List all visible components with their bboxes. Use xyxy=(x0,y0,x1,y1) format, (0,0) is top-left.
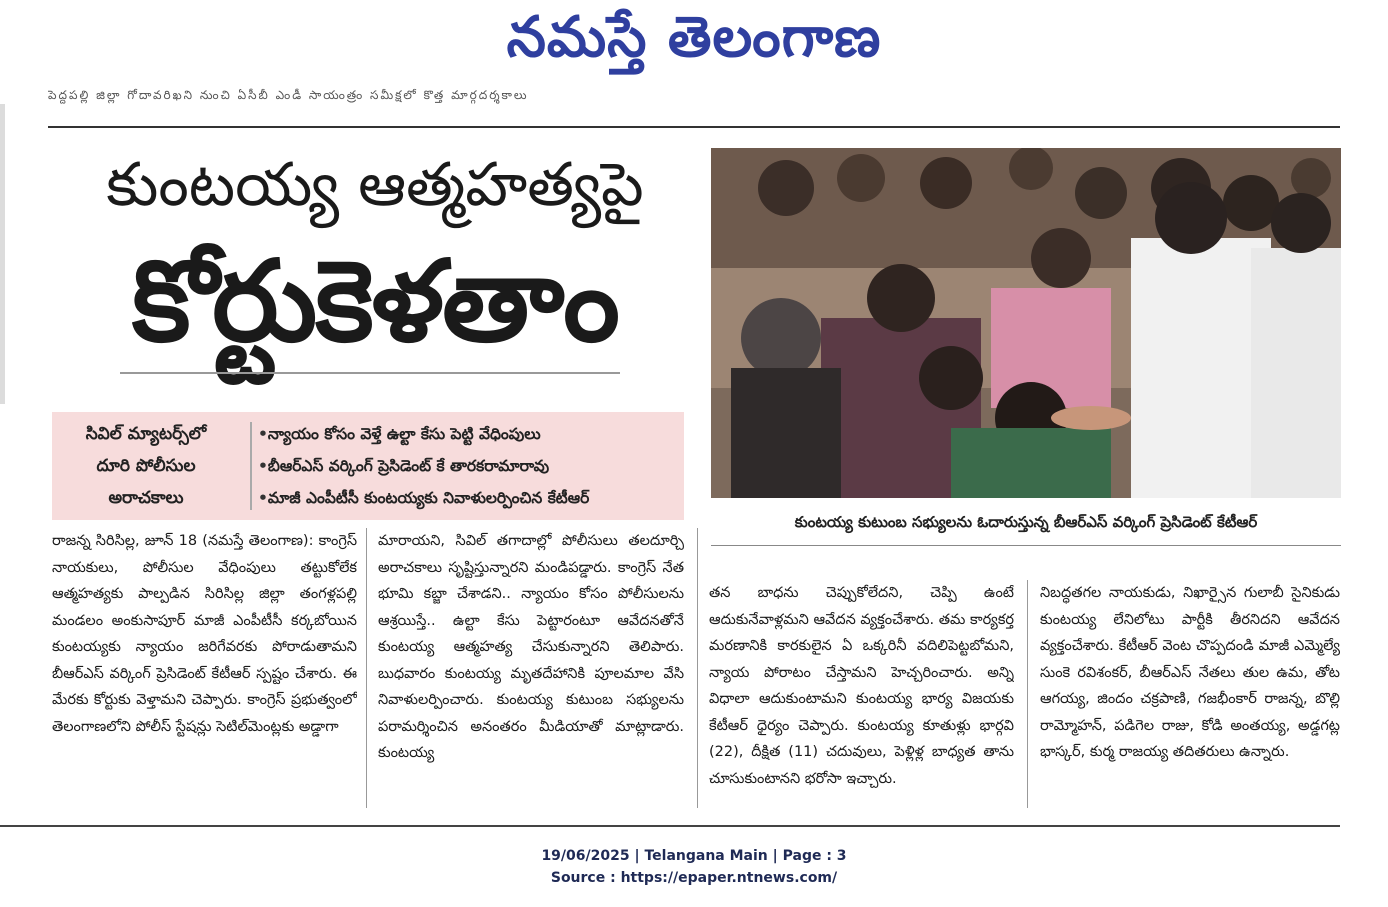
news-photo xyxy=(711,148,1341,498)
article-column-2 xyxy=(378,528,684,810)
article-paragraph: నిబద్ధతగల నాయకుడు, నిఖార్సైన గులాబీ సైనికుడు కుంటయ్య లేనిలోటు పార్టీకి తీరనిదని ఆవేదన వ్యక్తంచేశారు. కేటీఆర్ వెంట చొప్పదండి మాజీ ఎమ్మెల్యే సుంకె రవిశంకర్, బీఆర్‌ఎస్ నేతలు తుల ఉమ, తోట ఆగయ్య, జిందం చక్రపాణి, గజభీంకార్ రాజన్న, బొల్లి రామ్మోహన్, పడిగెల రాజు, కోడి అంతయ్య, అడ్డగట్ల భాస్కర్, కుర్మ రాజయ్య తదితరులు ఉన్నారు. xyxy=(1040,585,1340,760)
headline-line-2: కోర్టుకెళతాం xyxy=(132,237,618,367)
footer-source: Source : https://epaper.ntnews.com/ xyxy=(550,870,838,886)
article-paragraph: తన బాధను చెప్పుకోలేదని, చెప్పి ఉంటే ఆదుకునేవాళ్లమని ఆవేదన వ్యక్తంచేశారు. తమ కార్యకర్త మరణానికి కారకులైన ఏ ఒక్కరినీ వదిలిపెట్టబోమని, న్యాయ పోరాటం చేస్తామని హెచ్చరించారు. అన్ని విధాలా ఆదుకుంటామని కుంటయ్య భార్య విజయకు కేటీఆర్ ధైర్యం చెప్పారు. కుంటయ్య కూతుళ్లు భార్గవి (22), దీక్షిత (11) చదువులు, పెళ్లిళ్ల బాధ్యత తాను చూసుకుంటానని భరోసా ఇచ్చారు. xyxy=(709,585,1014,787)
deck-bullet: • మాజీ ఎంపీటీసీ కుంటయ్యకు నివాళులర్పించిన కేటీఆర్ xyxy=(258,482,678,514)
deck-left-line: దూరి పోలీసుల xyxy=(96,456,196,476)
deck-bullets xyxy=(258,418,678,514)
deck-bullet: • న్యాయం కోసం వెళ్తే ఉల్టా కేసు పెట్టి వేధింపులు xyxy=(258,418,678,450)
footer xyxy=(0,845,1388,895)
masthead-title: నమస్తే తెలంగాణ xyxy=(506,5,882,70)
top-strip-text: పెద్దపల్లి జిల్లా గోదావరిఖని నుంచి ఏసీబీ ఎండీ సాయంత్రం సమీక్షలో కొత్త మార్గదర్శకాలు xyxy=(48,88,529,102)
caption-divider xyxy=(711,545,1341,546)
deck-bracket xyxy=(240,422,252,510)
footer-date-edition: 19/06/2025 | Telangana Main | Page : 3 xyxy=(541,848,847,864)
column-divider xyxy=(1027,580,1028,808)
top-divider xyxy=(48,126,1340,128)
bottom-divider xyxy=(0,825,1340,827)
article-column-1 xyxy=(52,528,357,810)
deck-left-block xyxy=(58,418,234,514)
photo-caption: కుంటయ్య కుటుంబ సభ్యులను ఓదారుస్తున్న బీఆర్‌ఎస్ వర్కింగ్ ప్రెసిడెంట్ కేటీఆర్ xyxy=(794,513,1258,531)
masthead xyxy=(0,0,1388,80)
deck-left-line: అరాచకాలు xyxy=(108,488,184,508)
deck-left-line: సివిల్ మ్యాటర్స్‌లో xyxy=(85,424,207,444)
article-paragraph: రాజన్న సిరిసిల్ల, జూన్ 18 (నమస్తే తెలంగాణ): కాంగ్రెస్ నాయకులు, పోలీసుల వేధింపులు తట్టుకోలేక ఆత్మహత్యకు పాల్పడిన సిరిసిల్ల జిల్లా తంగళ్లపల్లి మండలం అంకుసాపూర్ మాజీ ఎంపీటీసీ కర్కబోయిన కుంటయ్యకు న్యాయం జరిగేవరకు పోరాడుతామని బీఆర్‌ఎస్ వర్కింగ్ ప్రెసిడెంట్ కేటీఆర్ స్పష్టం చేశారు. ఈ మేరకు కోర్టుకు వెళ్తామని చెప్పారు. కాంగ్రెస్ ప్రభుత్వంలో తెలంగాణలోని పోలీస్ స్టేషన్లు సెటిల్‌మెంట్లకు అడ్డాగా xyxy=(52,533,357,735)
headline-line-1: కుంటయ్య ఆత్మహత్యపై xyxy=(106,150,644,220)
article-column-3 xyxy=(709,580,1014,862)
column-divider xyxy=(697,528,698,808)
article-paragraph: మారాయని, సివిల్ తగాదాల్లో పోలీసులు తలదూర్చి అరాచకాలు సృష్టిస్తున్నారని మండిపడ్డారు. కాంగ్రెస్ నేత భూమి కబ్జా చేశాడని.. న్యాయం కోసం పోలీసులను ఆశ్రయిస్తే.. ఉల్టా కేసు పెట్టారంటూ ఆవేదనతోనే కుంటయ్య ఆత్మహత్య చేసుకున్నారని తెలిపారు. బుధవారం కుంటయ్య మృతదేహానికి పూలమాల వేసి నివాళులర్పించారు. కుంటయ్య కుటుంబ సభ్యులను పరామర్శించిన అనంతరం మీడియాతో మాట్లాడారు. కుంటయ్య xyxy=(378,533,684,761)
article-column-4 xyxy=(1040,580,1340,862)
column-divider xyxy=(366,528,367,808)
deck-box xyxy=(52,412,684,520)
deck-bullet: • బీఆర్‌ఎస్ వర్కింగ్ ప్రెసిడెంట్ కే తారకరామారావు xyxy=(258,450,678,482)
left-margin-bar xyxy=(0,104,5,404)
headline-divider xyxy=(120,372,620,374)
